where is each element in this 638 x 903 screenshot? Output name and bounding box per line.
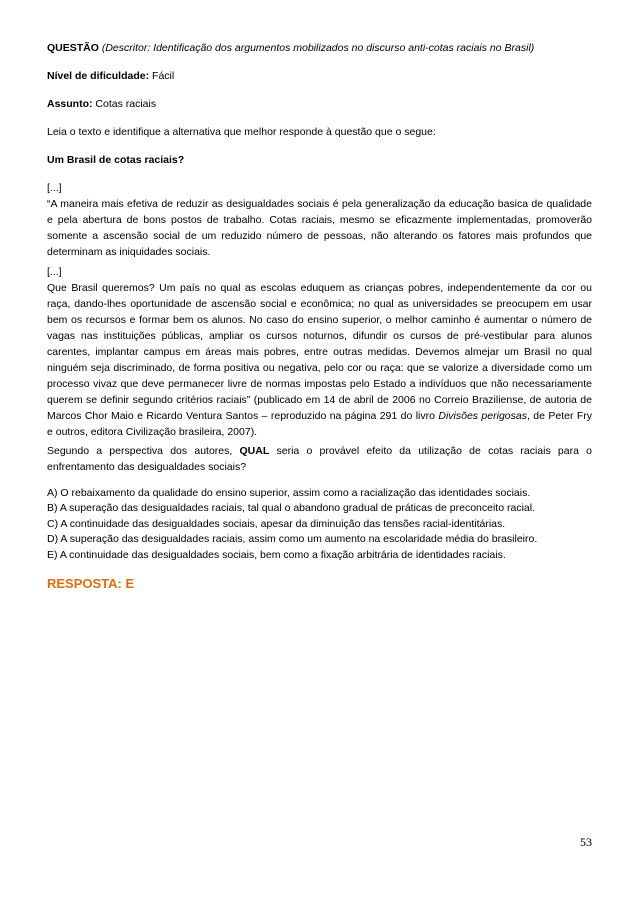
subject-value: Cotas raciais [95,98,157,110]
instruction: Leia o texto e identifique a alternativa que melhor responde à questão que o segue: [47,126,436,138]
subject-line [47,96,592,112]
excerpt2-body-end: , de Peter Fry e outros, editora Civilização brasileira, 2007). [47,410,593,438]
excerpt1-body: “A maneira mais efetiva de reduzir as desigualdades sociais é pela generalização da educação basica de qualidade e pela abertura de bons postos de trabalho. Cotas raciais, mesmo se eficazmente implementadas, promoverão somente a ascensão social de um reduzido número de pessoas, não alterando os fatores mais profundos que determinam as iniquidades sociais. [47,198,592,258]
difficulty-value: Fácil [152,70,175,82]
answer-options [47,486,592,563]
text-title [47,152,592,168]
difficulty-line [47,68,592,84]
question-header [47,40,592,56]
excerpt2-ellipsis: [...] [47,266,62,278]
text-title-label: Um Brasil de cotas raciais? [47,154,185,166]
option-a: A) O rebaixamento da qualidade do ensino superior, assim como a racialização das identidades sociais. [47,487,531,499]
option-b: B) A superação das desigualdades raciais, tal qual o abandono gradual de práticas de preconceito racial. [47,502,535,515]
excerpt1-ellipsis: [...] [47,182,62,194]
question-label: QUESTÃO [47,42,99,54]
prompt-emphasis: QUAL [239,445,270,457]
option-e: E) A continuidade das desigualdades sociais, bem como a fixação arbitrária de identidades raciais. [47,548,506,561]
prompt-before: Segundo a perspectiva dos autores, [47,445,240,457]
prompt-after: seria o provável efeito da utilização de cotas raciais para o enfrentamento das desigualdades sociais? [47,445,592,473]
book-title: Divisões perigosas [438,410,527,422]
question-descriptor: (Descritor: Identificação dos argumentos mobilizados no discurso anti-cotas raciais no Brasil) [101,42,535,54]
page-content [47,40,592,593]
subject-label: Assunto: [47,98,93,110]
page-number: 53 [580,835,592,849]
excerpt2-body [47,280,592,440]
option-c: C) A continuidade das desigualdades sociais, apesar da diminuição das tensões racial-identitárias. [47,517,506,530]
question-prompt [47,443,592,475]
answer-key: RESPOSTA: E [47,576,135,592]
difficulty-label: Nível de dificuldade: [47,70,150,82]
option-d: D) A superação das desigualdades raciais, assim como um aumento na escolaridade média do brasileiro. [47,533,538,546]
excerpt2-body-main: Que Brasil queremos? Um país no qual as escolas eduquem as crianças pobres, independentemente da cor ou raça, dando-lhes oportunidade de ascensão social e econômica; no qual as universidades se preocupem em usar bem os recursos e formar bem os alunos. No caso do ensino superior, o melhor caminho é aumentar o número de vagas nas instituições públicas, ampliar os cursos noturnos, difundir os cursos de pré-vestibular para alunos carentes, implantar campus em áreas mais pobres, entre outras medidas. Devemos almejar um Brasil no qual ninguém seja discriminado, de forma positiva ou negativa, pelo cor ou raça: que se valorize a diversidade como um processo vivaz que deve permanecer livre de normas impostas pelo Estado a indivíduos que não necessariamente querem se definir segundo critérios raciais” (publicado em 14 de abril de 2006 no Correio Braziliense, de autoria de Marcos Chor Maio e Ricardo Ventura Santos – reproduzido na página 291 do livro [47,282,592,422]
